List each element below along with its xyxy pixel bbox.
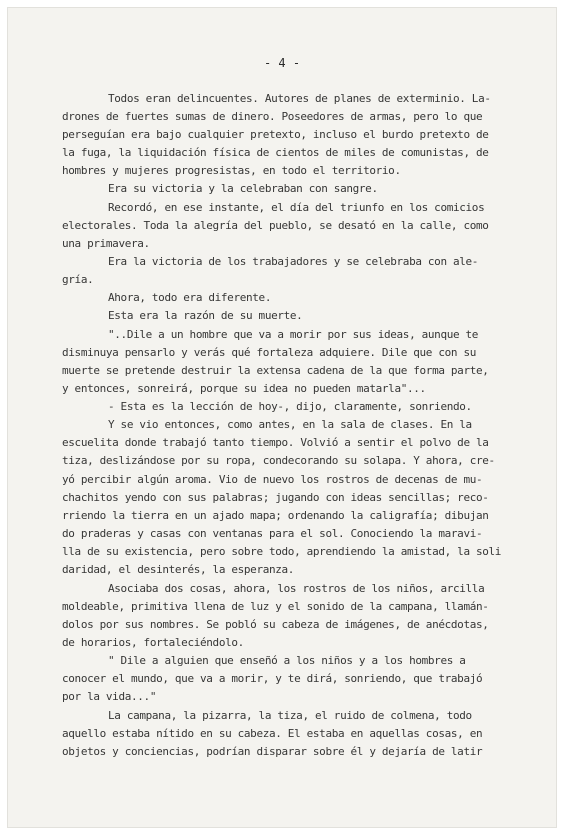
text-line: y entonces, sonreirá, porque su idea no pueden matarla"... — [62, 382, 426, 395]
text-line: una primavera. — [62, 237, 150, 250]
text-line: - Esta es la lección de hoy-, dijo, claramente, sonriendo. — [108, 400, 472, 413]
text-line: Todos eran delincuentes. Autores de planes de exterminio. La- — [108, 92, 491, 105]
text-line: La campana, la pizarra, la tiza, el ruido de colmena, todo — [108, 709, 472, 722]
document-page — [8, 8, 556, 827]
text-line: disminuya pensarlo y verás qué fortaleza adquiere. Dile que con su — [62, 346, 476, 359]
text-line: moldeable, primitiva llena de luz y el sonido de la campana, llamán- — [62, 600, 489, 613]
text-line: "..Dile a un hombre que va a morir por sus ideas, aunque te — [108, 328, 479, 341]
text-line: objetos y conciencias, podrían disparar sobre él y dejaría de latir — [62, 745, 483, 758]
text-line: " Dile a alguien que enseñó a los niños y a los hombres a — [108, 654, 466, 667]
text-line: la fuga, la liquidación física de cientos de miles de comunistas, de — [62, 146, 489, 159]
page-number: - 4 - — [263, 56, 301, 70]
text-line: por la vida..." — [62, 690, 157, 703]
text-line: daridad, el desinterés, la esperanza. — [62, 563, 295, 576]
text-line: tiza, deslizándose por su ropa, condecorando su solapa. Y ahora, cre- — [62, 454, 495, 467]
text-line: electorales. Toda la alegría del pueblo, se desató en la calle, como — [62, 219, 489, 232]
text-line: dolos por sus nombres. Se pobló su cabeza de imágenes, de anécdotas, — [62, 618, 489, 631]
text-line: escuelita donde trabajó tanto tiempo. Volvió a sentir el polvo de la — [62, 436, 489, 449]
text-line: muerte se pretende destruir la extensa cadena de la que forma parte, — [62, 364, 489, 377]
text-line: Esta era la razón de su muerte. — [108, 309, 303, 322]
text-line: Recordó, en ese instante, el día del triunfo en los comicios — [108, 201, 485, 214]
text-line: Asociaba dos cosas, ahora, los rostros de los niños, arcilla — [108, 582, 485, 595]
text-line: aquello estaba nítido en su cabeza. El estaba en aquellas cosas, en — [62, 727, 483, 740]
text-line: conocer el mundo, que va a morir, y te dirá, sonriendo, que trabajó — [62, 672, 483, 685]
text-line: perseguían era bajo cualquier pretexto, incluso el burdo pretexto de — [62, 128, 489, 141]
text-line: rriendo la tierra en un ajado mapa; ordenando la caligrafía; dibujan — [62, 509, 489, 522]
text-line: do praderas y casas con ventanas para el sol. Conociendo la maravi- — [62, 527, 483, 540]
text-line: lla de su existencia, pero sobre todo, aprendiendo la amistad, la soli — [62, 545, 502, 558]
text-line: drones de fuertes sumas de dinero. Poseedores de armas, pero lo que — [62, 110, 483, 123]
text-line: Era su victoria y la celebraban con sangre. — [108, 182, 378, 195]
text-line: yó percibir algún aroma. Vio de nuevo los rostros de decenas de mu- — [62, 473, 483, 486]
body-text — [8, 8, 556, 827]
text-line: Era la victoria de los trabajadores y se celebraba con ale- — [108, 255, 479, 268]
text-line: Y se vio entonces, como antes, en la sala de clases. En la — [108, 418, 472, 431]
text-line: gría. — [62, 273, 94, 286]
text-line: chachitos yendo con sus palabras; jugando con ideas sencillas; reco- — [62, 491, 489, 504]
text-line: de horarios, fortaleciéndolo. — [62, 636, 244, 649]
text-line: hombres y mujeres progresistas, en todo el territorio. — [62, 164, 401, 177]
text-line: Ahora, todo era diferente. — [108, 291, 272, 304]
